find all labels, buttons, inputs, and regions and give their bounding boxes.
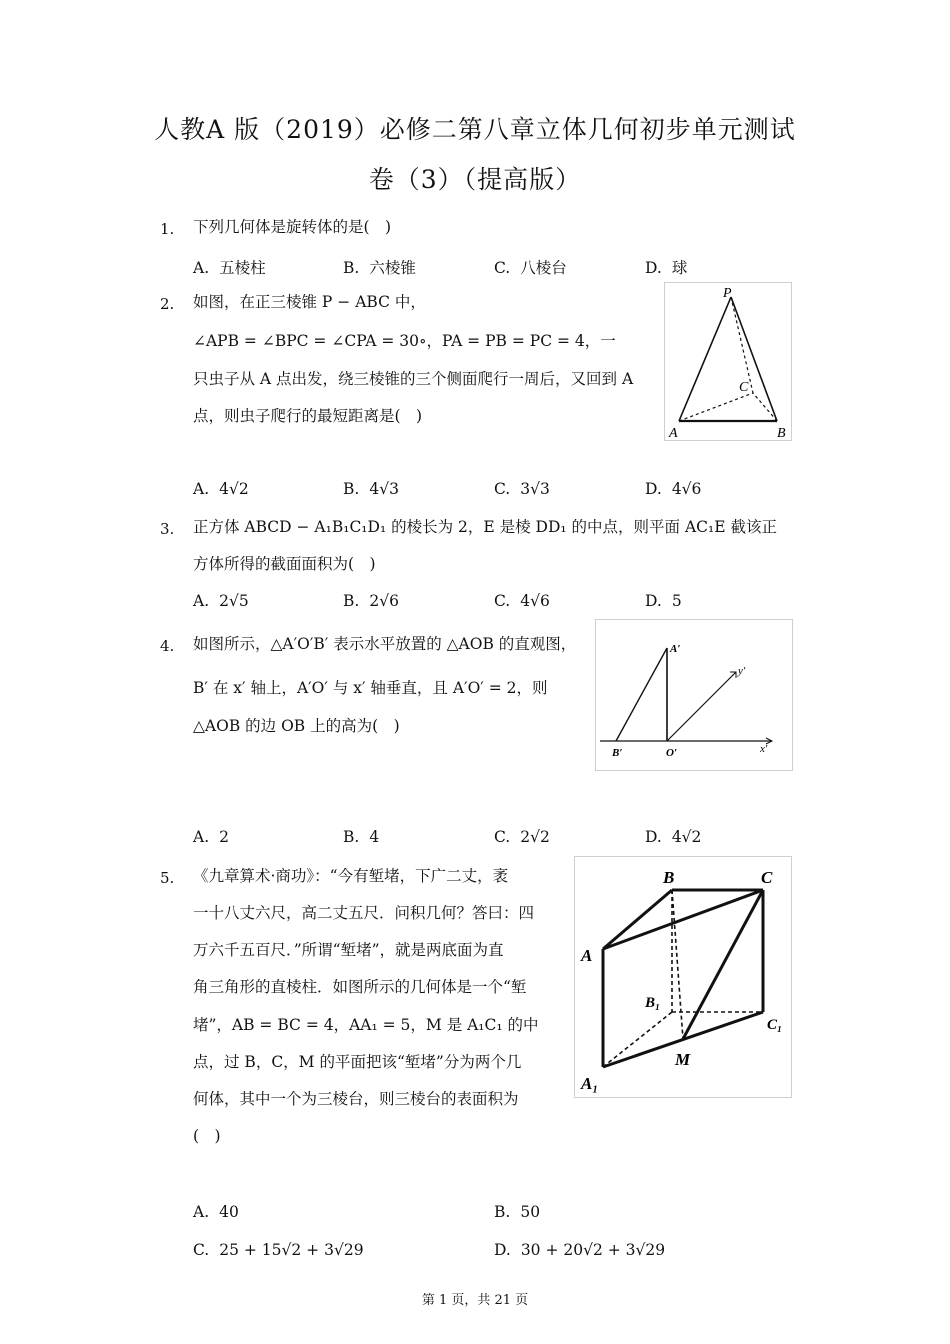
label-a: A xyxy=(581,946,593,965)
q2-option-a[interactable] xyxy=(193,480,249,498)
option-label: B. xyxy=(343,828,360,846)
q5-line-8: ( ) xyxy=(193,1127,221,1145)
label-c: C xyxy=(761,868,773,887)
q3-line-2: 方体所得的截面面积为( ) xyxy=(193,555,376,573)
option-text: 2√2 xyxy=(520,828,550,846)
option-text: 五棱柱 xyxy=(219,259,266,277)
option-text: 3√3 xyxy=(520,480,550,498)
q2-line-4: 点，则虫子爬行的最短距离是( ) xyxy=(193,407,423,425)
q5-line-2: 一十八丈六尺，高二丈五尺．问积几何？答曰：四 xyxy=(193,904,535,922)
option-label: B. xyxy=(343,259,360,277)
option-text: 六棱锥 xyxy=(369,259,416,277)
q3-option-c[interactable] xyxy=(494,592,550,610)
label-a-prime: A′ xyxy=(670,643,681,655)
q5-line-5: 堵”，AB = BC = 4，AA₁ = 5，M 是 A₁C₁ 的中 xyxy=(193,1016,539,1034)
option-label: B. xyxy=(343,592,360,610)
label-c1: C₁ xyxy=(767,1017,783,1033)
option-text: 40 xyxy=(219,1203,239,1221)
q5-option-d[interactable] xyxy=(494,1241,665,1259)
option-text: 2 xyxy=(219,828,229,846)
option-label: A. xyxy=(193,592,210,610)
label-m: M xyxy=(675,1050,691,1069)
prism-figure xyxy=(574,856,792,1098)
option-text: 4√6 xyxy=(671,480,702,498)
label-o-prime: O′ xyxy=(666,747,678,759)
q5-line-3: 万六千五百尺．”所谓“堑堵”，就是两底面为直 xyxy=(193,941,504,959)
pyramid-figure xyxy=(664,282,792,441)
q1-number: 1. xyxy=(160,220,175,238)
label-b1: B₁ xyxy=(645,995,661,1011)
option-text: 八棱台 xyxy=(520,259,567,277)
page-footer: 第 1 页，共 21 页 xyxy=(421,1293,529,1308)
option-text: 25 + 15√2 + 3√29 xyxy=(219,1241,364,1259)
option-text: 2√6 xyxy=(369,592,399,610)
option-label: B. xyxy=(494,1203,511,1221)
q5-option-a[interactable] xyxy=(193,1203,239,1221)
q3-option-a[interactable] xyxy=(193,592,249,610)
label-x-prime: x′ xyxy=(760,743,768,755)
q5-line-1: 《九章算术·商功》：“今有堑堵，下广二丈，袤 xyxy=(193,867,509,885)
q4-line-3: △AOB 的边 OB 上的高为( ) xyxy=(193,717,400,735)
q5-line-4: 角三角形的直棱柱．如图所示的几何体是一个“堑 xyxy=(193,978,527,996)
option-label: A. xyxy=(193,1203,210,1221)
q1-option-d[interactable] xyxy=(645,256,687,278)
label-a: A xyxy=(669,426,678,440)
q4-number: 4. xyxy=(160,637,175,655)
option-label: C. xyxy=(494,828,511,846)
q1-option-a[interactable] xyxy=(193,256,266,278)
option-text: 30 + 20√2 + 3√29 xyxy=(520,1241,666,1259)
option-text: 4√3 xyxy=(369,480,399,498)
q5-line-6: 点，过 B，C，M 的平面把该“堑堵”分为两个几 xyxy=(193,1053,522,1071)
q2-option-c[interactable] xyxy=(494,480,550,498)
page-title-line2: 卷（3）（提高版） xyxy=(368,165,582,194)
label-y-prime: y′ xyxy=(738,665,746,677)
option-text: 4√2 xyxy=(671,828,702,846)
option-label: C. xyxy=(494,480,511,498)
option-label: D. xyxy=(645,480,662,498)
option-label: B. xyxy=(343,480,360,498)
option-label: D. xyxy=(645,259,662,277)
option-label: A. xyxy=(193,828,210,846)
option-text: 4√2 xyxy=(219,480,249,498)
oblique-drawing-figure xyxy=(595,619,793,771)
option-text: 4√6 xyxy=(520,592,550,610)
q1-option-b[interactable] xyxy=(343,256,416,278)
option-label: A. xyxy=(193,480,210,498)
q3-number: 3. xyxy=(160,520,175,538)
q3-option-b[interactable] xyxy=(343,592,399,610)
label-c: C xyxy=(739,380,749,395)
label-b-prime: B′ xyxy=(612,747,623,759)
q5-option-b[interactable] xyxy=(494,1203,540,1221)
q5-line-7: 何体，其中一个为三棱台，则三棱台的表面积为 xyxy=(193,1090,519,1108)
option-text: 4 xyxy=(369,828,380,846)
q2-number: 2. xyxy=(160,295,175,313)
option-text: 2√5 xyxy=(219,592,249,610)
q4-option-b[interactable] xyxy=(343,828,379,846)
page-title-line1: 人教A 版（2019）必修二第八章立体几何初步单元测试 xyxy=(154,115,796,144)
option-label: D. xyxy=(645,828,662,846)
q4-line-2: B′ 在 x′ 轴上，A′O′ 与 x′ 轴垂直，且 A′O′ = 2，则 xyxy=(193,679,548,697)
q2-line-2: ∠APB = ∠BPC = ∠CPA = 30∘，PA = PB = PC = 4，一 xyxy=(193,332,616,350)
option-label: A. xyxy=(193,259,210,277)
q4-option-a[interactable] xyxy=(193,828,229,846)
q2-option-b[interactable] xyxy=(343,480,399,498)
q5-number: 5. xyxy=(160,869,175,887)
option-text: 球 xyxy=(671,259,688,277)
q2-line-1: 如图，在正三棱锥 P − ABC 中， xyxy=(193,293,426,311)
option-label: C. xyxy=(193,1241,210,1259)
option-text: 5 xyxy=(671,592,682,610)
q3-line-1: 正方体 ABCD − A₁B₁C₁D₁ 的棱长为 2，E 是棱 DD₁ 的中点，则平面 AC₁E 截该正 xyxy=(193,518,777,536)
q4-option-c[interactable] xyxy=(494,828,550,846)
q3-option-d[interactable] xyxy=(645,592,682,610)
q2-line-3: 只虫子从 A 点出发，绕三棱锥的三个侧面爬行一周后，又回到 A xyxy=(193,370,634,388)
option-label: D. xyxy=(645,592,662,610)
q2-option-d[interactable] xyxy=(645,480,701,498)
q4-line-1: 如图所示，△A′O′B′ 表示水平放置的 △AOB 的直观图， xyxy=(193,635,577,653)
label-b: B xyxy=(777,426,786,440)
q1-line: 下列几何体是旋转体的是( ) xyxy=(193,218,392,236)
option-label: D. xyxy=(494,1241,511,1259)
label-a1: A₁ xyxy=(581,1074,599,1093)
label-b: B xyxy=(663,868,675,887)
label-p: P xyxy=(723,286,732,301)
option-label: C. xyxy=(494,592,511,610)
q5-option-c[interactable] xyxy=(193,1241,364,1259)
option-label: C. xyxy=(494,259,511,277)
option-text: 50 xyxy=(520,1203,541,1221)
q4-option-d[interactable] xyxy=(645,828,701,846)
q1-option-c[interactable] xyxy=(494,256,567,278)
